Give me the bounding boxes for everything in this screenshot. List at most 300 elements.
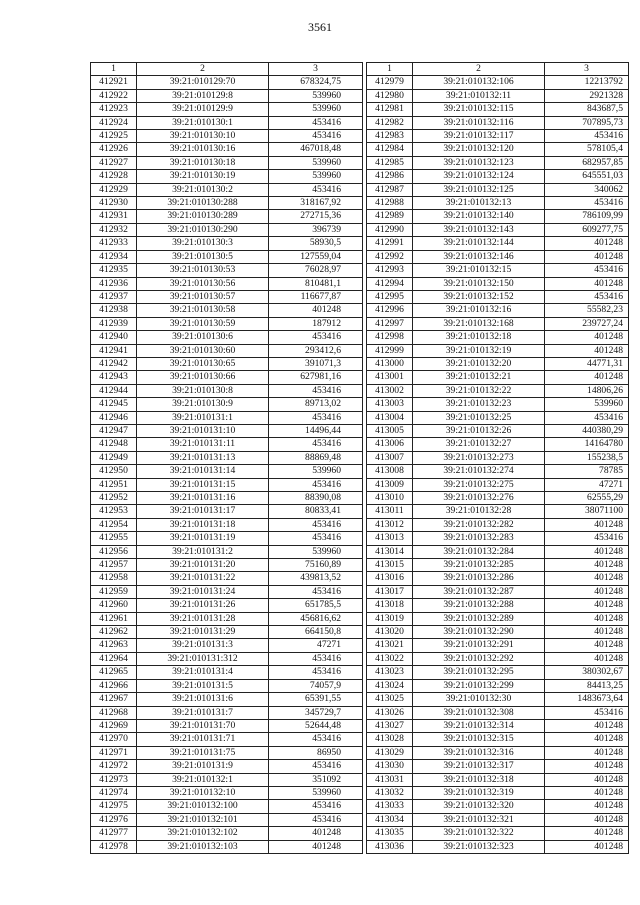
cell-id: 412994 <box>367 277 413 290</box>
cell-id: 412993 <box>367 264 413 277</box>
table-row <box>91 89 363 102</box>
table-row <box>367 438 629 451</box>
table-row <box>91 451 363 464</box>
cell-id: 413000 <box>367 357 413 370</box>
table-row <box>91 384 363 397</box>
cell-value: 539960 <box>269 786 363 799</box>
cell-value: 52644,48 <box>269 719 363 732</box>
cell-value: 682957,85 <box>545 156 629 169</box>
table-row <box>91 786 363 799</box>
table-row <box>91 492 363 505</box>
cell-code: 39:21:010131:22 <box>137 572 269 585</box>
cell-code: 39:21:010131:71 <box>137 733 269 746</box>
cell-value: 239727,24 <box>545 317 629 330</box>
cell-code: 39:21:010132:317 <box>413 760 545 773</box>
table-row <box>367 679 629 692</box>
cell-code: 39:21:010130:65 <box>137 357 269 370</box>
table-row <box>91 813 363 826</box>
table-row <box>367 599 629 612</box>
cell-id: 412985 <box>367 156 413 169</box>
cell-code: 39:21:010130:66 <box>137 371 269 384</box>
cell-value: 453416 <box>545 411 629 424</box>
table-row <box>91 545 363 558</box>
cell-code: 39:21:010131:2 <box>137 545 269 558</box>
cell-code: 39:21:010129:70 <box>137 76 269 89</box>
column-header-3: 3 <box>269 63 363 76</box>
table-row <box>367 250 629 263</box>
cell-code: 39:21:010132:10 <box>137 786 269 799</box>
cell-value: 453416 <box>269 116 363 129</box>
cell-id: 412987 <box>367 183 413 196</box>
cell-value: 664150,8 <box>269 626 363 639</box>
cell-value: 453416 <box>269 652 363 665</box>
table-row <box>91 438 363 451</box>
table-row <box>91 760 363 773</box>
table-row <box>367 331 629 344</box>
cell-value: 453416 <box>269 666 363 679</box>
cell-id: 412974 <box>91 786 137 799</box>
cell-code: 39:21:010132:123 <box>413 156 545 169</box>
cell-value: 401248 <box>545 800 629 813</box>
cell-id: 412942 <box>91 357 137 370</box>
table-row <box>91 237 363 250</box>
cell-id: 413017 <box>367 585 413 598</box>
cell-code: 39:21:010131:4 <box>137 666 269 679</box>
cell-code: 39:21:010130:10 <box>137 130 269 143</box>
cell-code: 39:21:010130:9 <box>137 398 269 411</box>
cell-id: 412991 <box>367 237 413 250</box>
cell-id: 412996 <box>367 304 413 317</box>
cell-value: 453416 <box>545 197 629 210</box>
table-row <box>91 465 363 478</box>
cell-code: 39:21:010130:2 <box>137 183 269 196</box>
table-row <box>367 572 629 585</box>
cell-value: 89713,02 <box>269 398 363 411</box>
table-row <box>367 451 629 464</box>
cell-code: 39:21:010131:20 <box>137 559 269 572</box>
table-row <box>91 532 363 545</box>
table-row <box>91 116 363 129</box>
table-row <box>367 559 629 572</box>
cell-id: 412976 <box>91 813 137 826</box>
cell-value: 401248 <box>545 585 629 598</box>
cell-value: 539960 <box>269 545 363 558</box>
cell-value: 88390,08 <box>269 492 363 505</box>
cell-id: 412970 <box>91 733 137 746</box>
cell-code: 39:21:010131:16 <box>137 492 269 505</box>
cell-value: 272715,36 <box>269 210 363 223</box>
cell-value: 707895,73 <box>545 116 629 129</box>
right-table <box>366 62 629 854</box>
table-row <box>91 411 363 424</box>
cell-code: 39:21:010130:19 <box>137 170 269 183</box>
cell-code: 39:21:010132:18 <box>413 331 545 344</box>
cell-code: 39:21:010132:321 <box>413 813 545 826</box>
cell-id: 412983 <box>367 130 413 143</box>
cell-value: 401248 <box>545 559 629 572</box>
cell-id: 413016 <box>367 572 413 585</box>
cell-id: 413001 <box>367 371 413 384</box>
cell-id: 412940 <box>91 331 137 344</box>
column-header-2: 2 <box>137 63 269 76</box>
cell-value: 651785,5 <box>269 599 363 612</box>
cell-id: 412929 <box>91 183 137 196</box>
cell-id: 413002 <box>367 384 413 397</box>
table-row <box>91 183 363 196</box>
cell-id: 412927 <box>91 156 137 169</box>
table-row <box>91 652 363 665</box>
cell-id: 412963 <box>91 639 137 652</box>
cell-value: 453416 <box>269 518 363 531</box>
cell-id: 412979 <box>367 76 413 89</box>
cell-code: 39:21:010132:21 <box>413 371 545 384</box>
cell-value: 401248 <box>269 840 363 853</box>
table-row <box>367 411 629 424</box>
cell-value: 453416 <box>269 760 363 773</box>
table-row <box>91 424 363 437</box>
cell-value: 645551,03 <box>545 170 629 183</box>
table-row <box>91 827 363 840</box>
cell-id: 412989 <box>367 210 413 223</box>
table-row <box>91 317 363 330</box>
cell-id: 412933 <box>91 237 137 250</box>
table-row <box>91 344 363 357</box>
table-row <box>367 813 629 826</box>
cell-id: 413010 <box>367 492 413 505</box>
cell-code: 39:21:010132:27 <box>413 438 545 451</box>
cell-id: 413008 <box>367 465 413 478</box>
cell-code: 39:21:010132:28 <box>413 505 545 518</box>
cell-id: 412951 <box>91 478 137 491</box>
cell-code: 39:21:010132:282 <box>413 518 545 531</box>
cell-id: 412967 <box>91 693 137 706</box>
table-row <box>91 840 363 853</box>
cell-value: 843687,5 <box>545 103 629 116</box>
table-row <box>91 572 363 585</box>
cell-code: 39:21:010131:17 <box>137 505 269 518</box>
cell-id: 412934 <box>91 250 137 263</box>
table-row <box>367 317 629 330</box>
cell-id: 412953 <box>91 505 137 518</box>
cell-value: 55582,23 <box>545 304 629 317</box>
cell-id: 412949 <box>91 451 137 464</box>
table-row <box>91 76 363 89</box>
cell-value: 155238,5 <box>545 451 629 464</box>
cell-id: 412975 <box>91 800 137 813</box>
cell-value: 539960 <box>269 89 363 102</box>
cell-id: 413030 <box>367 760 413 773</box>
cell-code: 39:21:010130:53 <box>137 264 269 277</box>
cell-id: 412986 <box>367 170 413 183</box>
table-row <box>91 746 363 759</box>
cell-id: 412964 <box>91 652 137 665</box>
table-row <box>367 492 629 505</box>
cell-code: 39:21:010132:106 <box>413 76 545 89</box>
cell-value: 401248 <box>545 652 629 665</box>
cell-code: 39:21:010132:286 <box>413 572 545 585</box>
table-row <box>91 130 363 143</box>
cell-id: 412990 <box>367 223 413 236</box>
cell-value: 401248 <box>545 733 629 746</box>
table-row <box>367 532 629 545</box>
cell-code: 39:21:010131:1 <box>137 411 269 424</box>
cell-code: 39:21:010131:15 <box>137 478 269 491</box>
cell-code: 39:21:010132:287 <box>413 585 545 598</box>
table-row <box>367 424 629 437</box>
cell-value: 539960 <box>545 398 629 411</box>
table-row <box>367 800 629 813</box>
cell-value: 84413,25 <box>545 679 629 692</box>
cell-code: 39:21:010132:15 <box>413 264 545 277</box>
table-row <box>91 331 363 344</box>
table-row <box>91 398 363 411</box>
table-row <box>367 116 629 129</box>
cell-value: 396739 <box>269 223 363 236</box>
cell-value: 453416 <box>269 183 363 196</box>
cell-id: 413031 <box>367 773 413 786</box>
cell-code: 39:21:010131:9 <box>137 760 269 773</box>
table-row <box>367 344 629 357</box>
cell-code: 39:21:010131:19 <box>137 532 269 545</box>
cell-code: 39:21:010130:16 <box>137 143 269 156</box>
page-number: 3561 <box>308 20 332 34</box>
table-row <box>367 746 629 759</box>
table-row <box>91 773 363 786</box>
cell-code: 39:21:010132:318 <box>413 773 545 786</box>
cell-code: 39:21:010131:75 <box>137 746 269 759</box>
cell-code: 39:21:010130:3 <box>137 237 269 250</box>
cell-code: 39:21:010132:146 <box>413 250 545 263</box>
cell-value: 187912 <box>269 317 363 330</box>
cell-value: 401248 <box>545 599 629 612</box>
cell-id: 412988 <box>367 197 413 210</box>
table-row <box>91 277 363 290</box>
cell-value: 38071100 <box>545 505 629 518</box>
cell-value: 401248 <box>269 304 363 317</box>
cell-id: 413007 <box>367 451 413 464</box>
cell-code: 39:21:010132:292 <box>413 652 545 665</box>
cell-code: 39:21:010131:26 <box>137 599 269 612</box>
cell-code: 39:21:010132:117 <box>413 130 545 143</box>
cell-value: 58930,5 <box>269 237 363 250</box>
cell-code: 39:21:010131:6 <box>137 693 269 706</box>
table-row <box>91 612 363 625</box>
table-row <box>367 760 629 773</box>
cell-id: 413005 <box>367 424 413 437</box>
cell-id: 412938 <box>91 304 137 317</box>
table-row <box>367 827 629 840</box>
table-row <box>367 183 629 196</box>
table-row <box>367 733 629 746</box>
cell-value: 401248 <box>545 719 629 732</box>
cell-code: 39:21:010132:120 <box>413 143 545 156</box>
cell-id: 413015 <box>367 559 413 572</box>
cell-value: 351092 <box>269 773 363 786</box>
cell-id: 412980 <box>367 89 413 102</box>
cell-value: 453416 <box>269 438 363 451</box>
cell-value: 116677,87 <box>269 290 363 303</box>
cell-code: 39:21:010132:323 <box>413 840 545 853</box>
cell-id: 412982 <box>367 116 413 129</box>
table-row <box>367 666 629 679</box>
cell-id: 412972 <box>91 760 137 773</box>
cell-value: 80833,41 <box>269 505 363 518</box>
cell-id: 413009 <box>367 478 413 491</box>
table-row <box>91 666 363 679</box>
cell-value: 539960 <box>269 465 363 478</box>
cell-code: 39:21:010131:28 <box>137 612 269 625</box>
cell-code: 39:21:010130:57 <box>137 290 269 303</box>
table-row <box>367 773 629 786</box>
cell-code: 39:21:010132:20 <box>413 357 545 370</box>
cell-value: 12213792 <box>545 76 629 89</box>
cell-value: 86950 <box>269 746 363 759</box>
cell-code: 39:21:010132:125 <box>413 183 545 196</box>
cell-id: 412959 <box>91 585 137 598</box>
cell-code: 39:21:010132:13 <box>413 197 545 210</box>
cell-value: 401248 <box>545 773 629 786</box>
cell-id: 413036 <box>367 840 413 853</box>
table-row <box>91 156 363 169</box>
cell-code: 39:21:010130:56 <box>137 277 269 290</box>
cell-code: 39:21:010132:26 <box>413 424 545 437</box>
cell-value: 539960 <box>269 103 363 116</box>
cell-code: 39:21:010132:103 <box>137 840 269 853</box>
cell-code: 39:21:010130:6 <box>137 331 269 344</box>
cell-value: 14806,26 <box>545 384 629 397</box>
cell-id: 413012 <box>367 518 413 531</box>
table-row <box>367 103 629 116</box>
cell-id: 412930 <box>91 197 137 210</box>
cell-id: 412995 <box>367 290 413 303</box>
cell-value: 88869,48 <box>269 451 363 464</box>
cell-value: 609277,75 <box>545 223 629 236</box>
cell-value: 453416 <box>545 290 629 303</box>
cell-value: 2921328 <box>545 89 629 102</box>
table-row <box>367 197 629 210</box>
cell-code: 39:21:010130:289 <box>137 210 269 223</box>
table-row <box>91 599 363 612</box>
cell-id: 413013 <box>367 532 413 545</box>
cell-id: 412944 <box>91 384 137 397</box>
cell-code: 39:21:010132:284 <box>413 545 545 558</box>
table-row <box>91 103 363 116</box>
cell-id: 413029 <box>367 746 413 759</box>
cell-code: 39:21:010131:3 <box>137 639 269 652</box>
cell-code: 39:21:010130:5 <box>137 250 269 263</box>
table-row <box>367 545 629 558</box>
cell-id: 412931 <box>91 210 137 223</box>
cell-value: 47271 <box>545 478 629 491</box>
cell-value: 401248 <box>545 277 629 290</box>
table-row <box>91 693 363 706</box>
cell-value: 810481,1 <box>269 277 363 290</box>
cell-value: 293412,6 <box>269 344 363 357</box>
cell-id: 412968 <box>91 706 137 719</box>
table-row <box>367 398 629 411</box>
cell-code: 39:21:010132:308 <box>413 706 545 719</box>
cell-code: 39:21:010132:22 <box>413 384 545 397</box>
cell-id: 412925 <box>91 130 137 143</box>
table-row <box>367 465 629 478</box>
cell-code: 39:21:010132:23 <box>413 398 545 411</box>
cell-id: 412928 <box>91 170 137 183</box>
cell-value: 627981,16 <box>269 371 363 384</box>
cell-code: 39:21:010132:319 <box>413 786 545 799</box>
cell-code: 39:21:010129:8 <box>137 89 269 102</box>
cell-code: 39:21:010132:1 <box>137 773 269 786</box>
table-row <box>367 223 629 236</box>
cell-code: 39:21:010131:18 <box>137 518 269 531</box>
cell-id: 412977 <box>91 827 137 840</box>
cell-code: 39:21:010132:285 <box>413 559 545 572</box>
cell-value: 539960 <box>269 170 363 183</box>
cell-value: 578105,4 <box>545 143 629 156</box>
cell-code: 39:21:010132:102 <box>137 827 269 840</box>
cell-value: 44771,31 <box>545 357 629 370</box>
cell-value: 678324,75 <box>269 76 363 89</box>
table-row <box>91 585 363 598</box>
column-header-3: 3 <box>545 63 629 76</box>
cell-code: 39:21:010132:19 <box>413 344 545 357</box>
cell-value: 401248 <box>545 813 629 826</box>
cell-value: 401248 <box>545 371 629 384</box>
cell-value: 401248 <box>545 746 629 759</box>
table-row <box>91 706 363 719</box>
table-row <box>367 237 629 250</box>
cell-id: 412923 <box>91 103 137 116</box>
table-row <box>91 679 363 692</box>
table-row <box>367 505 629 518</box>
table-row <box>91 210 363 223</box>
cell-code: 39:21:010132:124 <box>413 170 545 183</box>
cell-value: 47271 <box>269 639 363 652</box>
cell-id: 412992 <box>367 250 413 263</box>
cell-id: 412973 <box>91 773 137 786</box>
cell-id: 413004 <box>367 411 413 424</box>
cell-id: 412935 <box>91 264 137 277</box>
cell-value: 453416 <box>269 130 363 143</box>
table-row <box>367 371 629 384</box>
cell-value: 453416 <box>269 331 363 344</box>
table-row <box>367 585 629 598</box>
cell-value: 453416 <box>269 384 363 397</box>
cell-value: 62555,29 <box>545 492 629 505</box>
cell-code: 39:21:010132:25 <box>413 411 545 424</box>
cell-value: 14496,44 <box>269 424 363 437</box>
cell-code: 39:21:010132:115 <box>413 103 545 116</box>
cell-id: 413027 <box>367 719 413 732</box>
table-row <box>367 210 629 223</box>
cell-code: 39:21:010131:70 <box>137 719 269 732</box>
cell-id: 412932 <box>91 223 137 236</box>
cell-id: 412958 <box>91 572 137 585</box>
table-row <box>91 170 363 183</box>
cell-value: 456816,62 <box>269 612 363 625</box>
cell-value: 453416 <box>269 813 363 826</box>
cell-value: 401248 <box>545 250 629 263</box>
table-row <box>367 277 629 290</box>
table-row <box>91 143 363 156</box>
cell-value: 75160,89 <box>269 559 363 572</box>
cell-id: 413003 <box>367 398 413 411</box>
cell-id: 412998 <box>367 331 413 344</box>
table-row <box>91 505 363 518</box>
table-row <box>91 559 363 572</box>
cell-value: 14164780 <box>545 438 629 451</box>
cell-code: 39:21:010132:320 <box>413 800 545 813</box>
table-row <box>367 652 629 665</box>
